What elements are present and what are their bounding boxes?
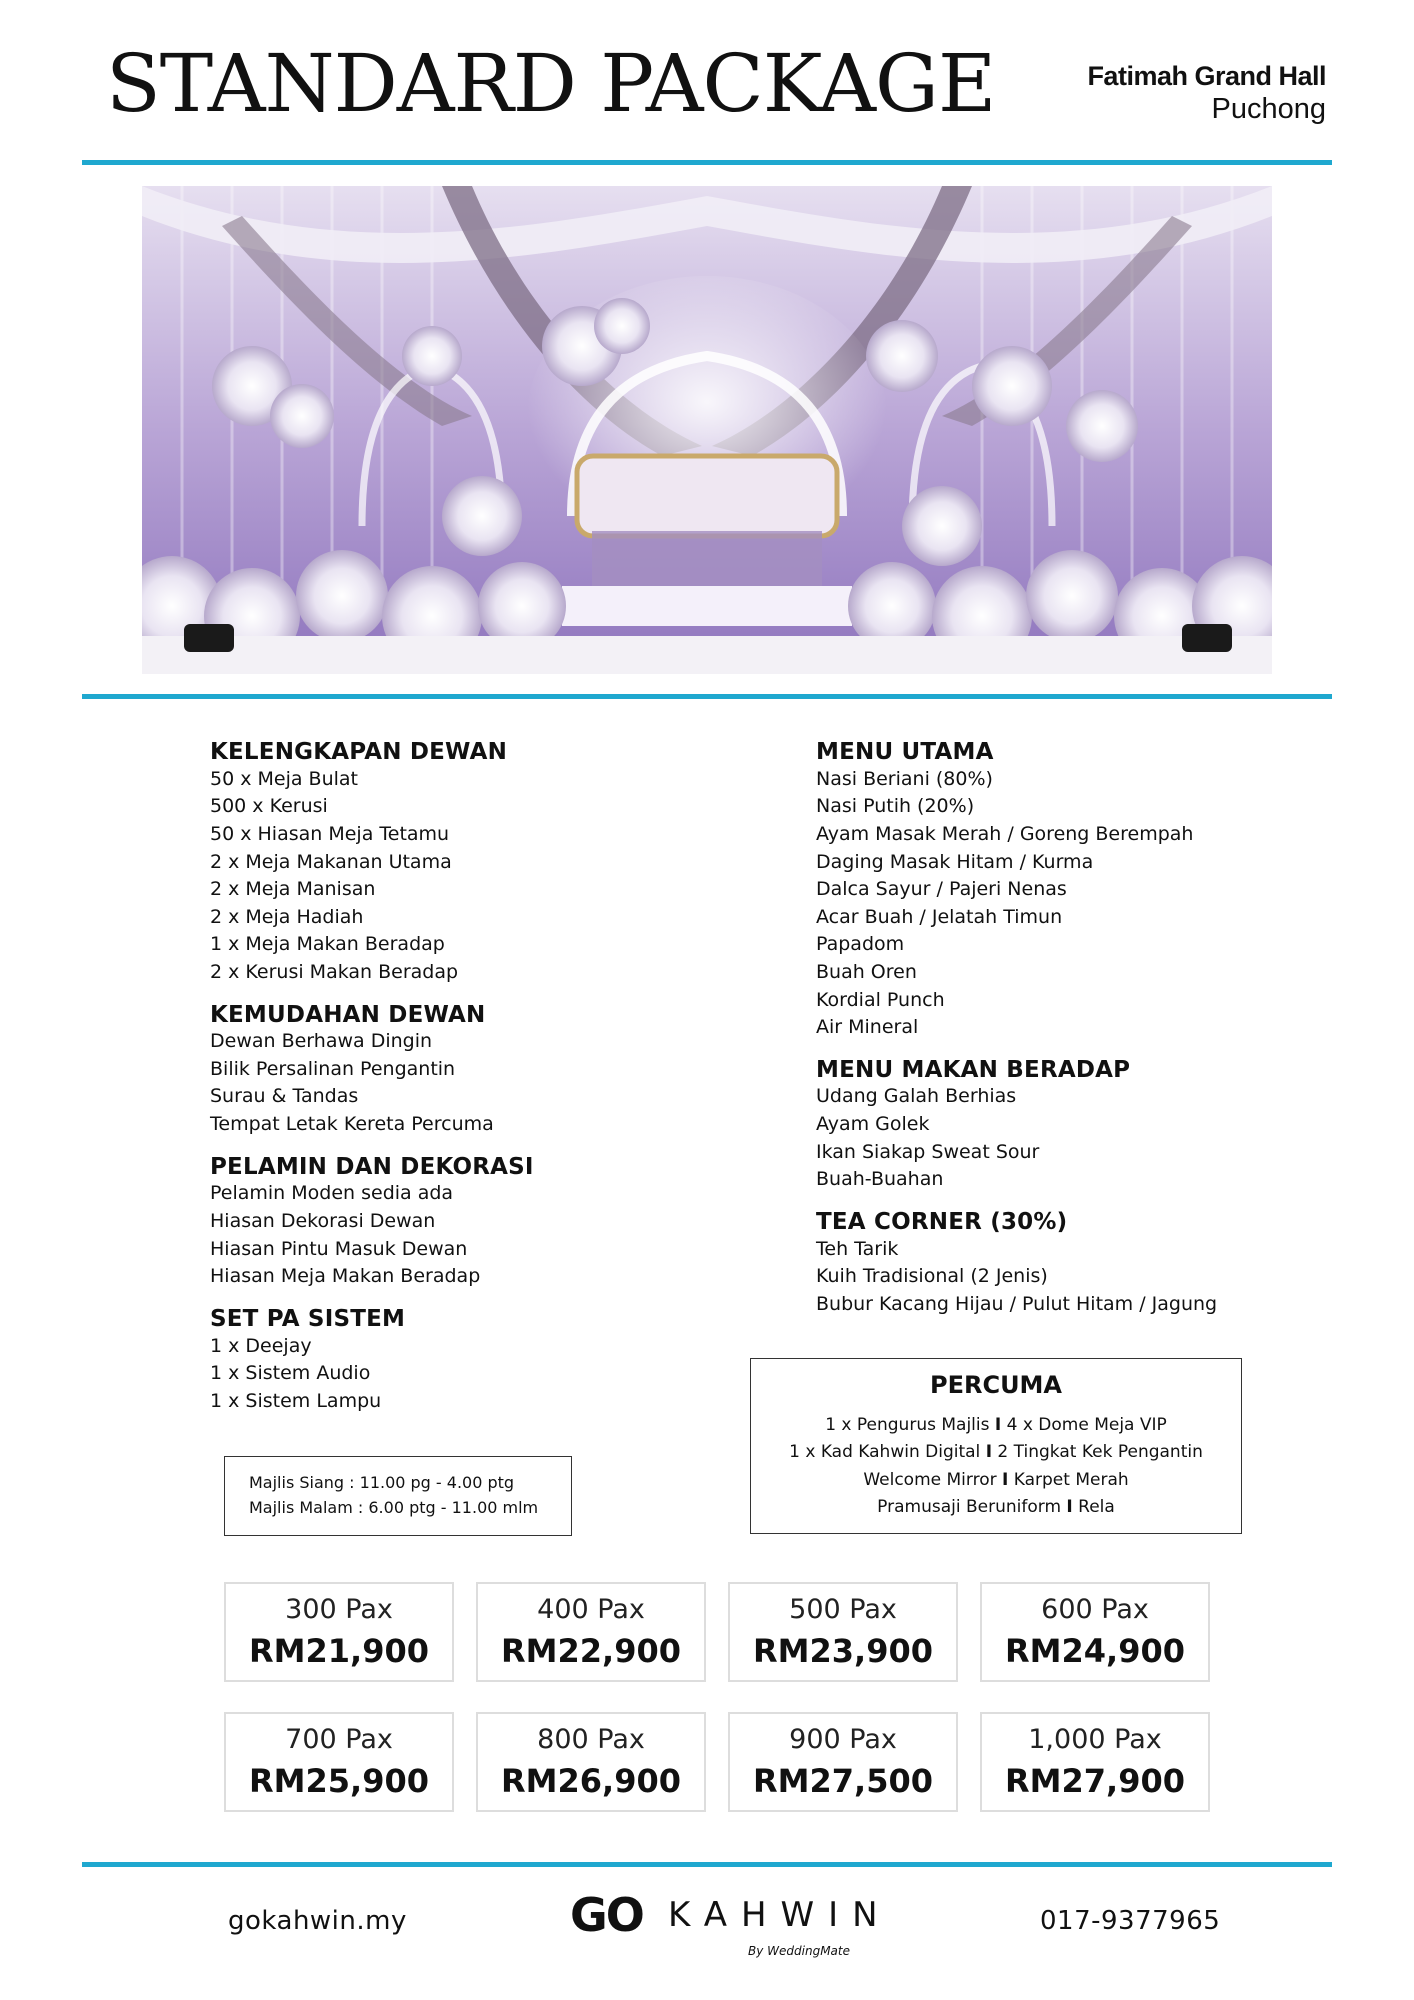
- list-item: Nasi Putih (20%): [816, 795, 975, 818]
- separator: I: [994, 1414, 1002, 1435]
- free-items-box: [750, 1358, 1242, 1534]
- pax-label: 1,000 Pax: [1028, 1724, 1162, 1755]
- free-title: PERCUMA: [929, 1371, 1063, 1399]
- free-item: Pramusaji Beruniform: [877, 1497, 1062, 1518]
- price-value: RM27,500: [753, 1762, 933, 1801]
- list-item: 500 x Kerusi: [210, 795, 328, 818]
- price-card: [980, 1582, 1210, 1682]
- section-menu-makan-beradap: [816, 1058, 1336, 1194]
- list-item: Bilik Persalinan Pengantin: [210, 1057, 456, 1080]
- gokahwin-logo: [570, 1888, 892, 1962]
- list-item: Hiasan Pintu Masuk Dewan: [210, 1237, 468, 1260]
- event-hours-box: [224, 1456, 572, 1536]
- list-item: Hiasan Meja Makan Beradap: [210, 1265, 481, 1288]
- list-item: Papadom: [816, 933, 905, 956]
- section-title: TEA CORNER (30%): [816, 1208, 1068, 1235]
- hours-night: Majlis Malam : 6.00 ptg - 11.00 mlm: [249, 1498, 539, 1517]
- section-kemudahan-dewan: [210, 1003, 730, 1139]
- list-item: Surau & Tandas: [210, 1085, 359, 1108]
- price-value: RM22,900: [501, 1632, 681, 1671]
- list-item: 2 x Meja Makanan Utama: [210, 850, 452, 873]
- list-item: Ikan Siakap Sweat Sour: [816, 1140, 1040, 1163]
- list-item: 50 x Meja Bulat: [210, 767, 358, 790]
- pax-label: 700 Pax: [285, 1724, 393, 1755]
- free-line: [751, 1412, 1241, 1440]
- section-kelengkapan-dewan: [210, 740, 730, 987]
- free-line: [751, 1494, 1241, 1522]
- list-item: 2 x Meja Hadiah: [210, 905, 364, 928]
- section-title: KELENGKAPAN DEWAN: [210, 739, 508, 765]
- top-divider: [82, 160, 1332, 165]
- separator: I: [985, 1442, 993, 1463]
- free-item: Welcome Mirror: [863, 1469, 997, 1490]
- list-item: Ayam Golek: [816, 1113, 930, 1136]
- list-item: 50 x Hiasan Meja Tetamu: [210, 822, 450, 845]
- pax-label: 300 Pax: [285, 1594, 393, 1625]
- section-pelamin-dekorasi: [210, 1155, 730, 1291]
- price-card: [980, 1712, 1210, 1812]
- logo-by: By WeddingMate: [748, 1944, 850, 1958]
- list-item: Buah Oren: [816, 960, 917, 983]
- list-item: Dalca Sayur / Pajeri Nenas: [816, 878, 1067, 901]
- list-item: Bubur Kacang Hijau / Pulut Hitam / Jagung: [816, 1292, 1218, 1315]
- free-line: [751, 1467, 1241, 1495]
- venue-location: Puchong: [1211, 93, 1326, 126]
- free-item: Karpet Merah: [1013, 1469, 1129, 1490]
- page-title: STANDARD PACKAGE: [106, 37, 996, 130]
- hero-photo-pelamin: [142, 186, 1272, 674]
- price-value: RM24,900: [1005, 1632, 1185, 1671]
- section-title: KEMUDAHAN DEWAN: [210, 1001, 486, 1028]
- free-item: Rela: [1078, 1497, 1115, 1518]
- list-item: Kuih Tradisional (2 Jenis): [816, 1265, 1048, 1288]
- separator: I: [1002, 1469, 1009, 1490]
- free-item: 4 x Dome Meja VIP: [1006, 1414, 1167, 1435]
- list-item: 1 x Meja Makan Beradap: [210, 933, 445, 956]
- venue-name: Fatimah Grand Hall: [1087, 61, 1326, 91]
- list-item: Daging Masak Hitam / Kurma: [816, 850, 1094, 873]
- price-value: RM27,900: [1005, 1762, 1185, 1801]
- list-item: Acar Buah / Jelatah Timun: [816, 905, 1063, 928]
- list-item: Nasi Beriani (80%): [816, 767, 993, 790]
- list-item: Air Mineral: [816, 1016, 919, 1039]
- right-column: [816, 740, 1336, 1334]
- section-title: SET PA SISTEM: [210, 1305, 406, 1332]
- list-item: Ayam Masak Merah / Goreng Berempah: [816, 822, 1194, 845]
- separator: I: [1066, 1497, 1073, 1518]
- price-value: RM25,900: [249, 1762, 429, 1801]
- list-item: Dewan Berhawa Dingin: [210, 1030, 433, 1053]
- section-menu-utama: [816, 740, 1336, 1042]
- bottom-divider: [82, 1862, 1332, 1867]
- list-item: Udang Galah Berhias: [816, 1085, 1017, 1108]
- free-item: 1 x Pengurus Majlis: [825, 1414, 990, 1435]
- section-set-pa-sistem: [210, 1307, 730, 1416]
- price-card: [728, 1712, 958, 1812]
- price-card: [224, 1582, 454, 1682]
- list-item: 1 x Sistem Lampu: [210, 1389, 382, 1412]
- pax-label: 500 Pax: [789, 1594, 897, 1625]
- pax-label: 900 Pax: [789, 1724, 897, 1755]
- free-lines: [751, 1412, 1241, 1522]
- price-card: [476, 1712, 706, 1812]
- list-item: 1 x Sistem Audio: [210, 1362, 371, 1385]
- section-title: MENU UTAMA: [816, 739, 994, 765]
- list-item: Teh Tarik: [816, 1237, 899, 1260]
- free-line: [751, 1439, 1241, 1467]
- hours-day: Majlis Siang : 11.00 pg - 4.00 ptg: [249, 1473, 515, 1492]
- price-card: [728, 1582, 958, 1682]
- pax-label: 600 Pax: [1041, 1594, 1149, 1625]
- logo-kahwin: KAHWIN: [668, 1895, 892, 1935]
- pax-label: 400 Pax: [537, 1594, 645, 1625]
- middle-divider: [82, 694, 1332, 699]
- list-item: Hiasan Dekorasi Dewan: [210, 1209, 436, 1232]
- price-card: [224, 1712, 454, 1812]
- list-item: 2 x Meja Manisan: [210, 878, 376, 901]
- footer-phone[interactable]: 017-9377965: [1040, 1906, 1221, 1936]
- free-item: 2 Tingkat Kek Pengantin: [997, 1442, 1203, 1463]
- pax-label: 800 Pax: [537, 1724, 645, 1755]
- left-column: [210, 740, 730, 1431]
- section-title: MENU MAKAN BERADAP: [816, 1056, 1131, 1083]
- list-item: 1 x Deejay: [210, 1334, 312, 1357]
- section-tea-corner: [816, 1210, 1336, 1319]
- list-item: Kordial Punch: [816, 988, 945, 1011]
- venue-block: [1087, 60, 1326, 127]
- price-value: RM21,900: [249, 1632, 429, 1671]
- list-item: Buah-Buahan: [816, 1168, 944, 1191]
- list-item: 2 x Kerusi Makan Beradap: [210, 960, 459, 983]
- footer-website-link[interactable]: gokahwin.my: [228, 1906, 407, 1936]
- price-value: RM26,900: [501, 1762, 681, 1801]
- price-grid: [224, 1582, 1212, 1814]
- price-value: RM23,900: [753, 1632, 933, 1671]
- logo-go: GO: [570, 1888, 643, 1942]
- price-card: [476, 1582, 706, 1682]
- list-item: Pelamin Moden sedia ada: [210, 1182, 454, 1205]
- free-item: 1 x Kad Kahwin Digital: [789, 1442, 981, 1463]
- section-title: PELAMIN DAN DEKORASI: [210, 1153, 534, 1180]
- list-item: Tempat Letak Kereta Percuma: [210, 1113, 494, 1136]
